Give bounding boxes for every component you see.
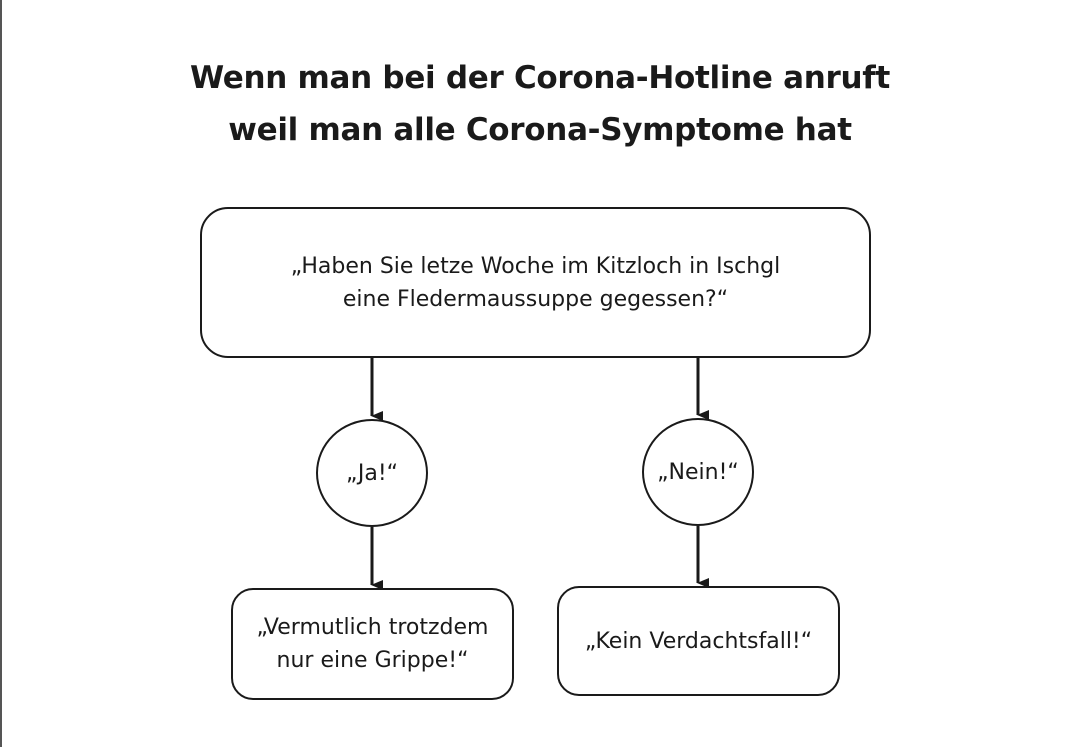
answer-no-label: „Nein!“ — [657, 459, 739, 485]
outcome-no-label: „Kein Verdachtsfall!“ — [584, 628, 813, 654]
answer-yes-label: „Ja!“ — [345, 460, 399, 486]
question-line-2: eine Fledermaussuppe gegessen?“ — [342, 286, 729, 312]
question-line-1: „Haben Sie letze Woche im Kitzloch in Ischgl — [290, 253, 781, 279]
answer-no-circle — [642, 418, 754, 526]
question-box — [200, 207, 871, 358]
outcome-no-box — [557, 586, 840, 696]
outcome-yes-line-2: nur eine Grippe!“ — [276, 648, 469, 673]
diagram-title — [0, 52, 1080, 156]
outcome-yes-line-1: „Vermutlich trotzdem — [256, 615, 489, 640]
answer-yes-circle — [316, 419, 428, 527]
outcome-yes-box — [231, 588, 514, 700]
title-line-1: Wenn man bei der Corona-Hotline anruft — [190, 60, 890, 96]
title-line-2: weil man alle Corona-Symptome hat — [228, 112, 852, 148]
